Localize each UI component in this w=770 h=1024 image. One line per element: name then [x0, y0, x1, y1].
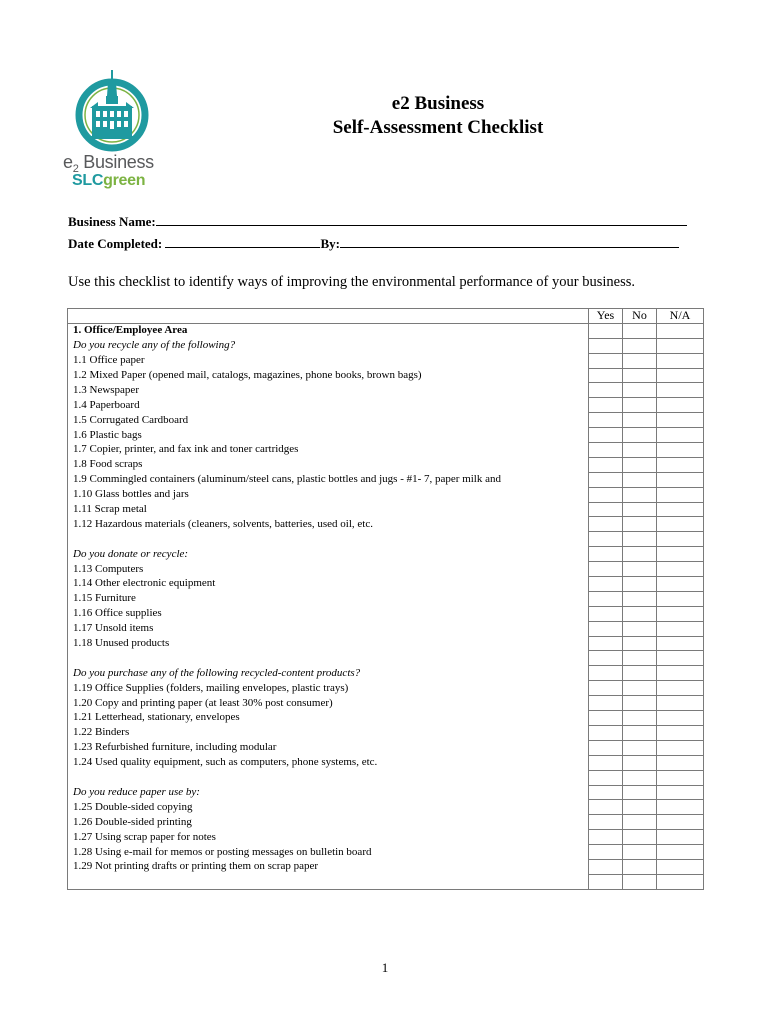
table-row — [68, 755, 704, 770]
answer-na-cell[interactable] — [657, 666, 704, 681]
document-title-line2: Self-Assessment Checklist — [332, 117, 544, 138]
row-description: 1.19 Office Supplies (folders, mailing envelopes, plastic trays) — [68, 681, 589, 696]
answer-no-cell[interactable] — [623, 591, 657, 606]
answer-yes-cell[interactable] — [589, 547, 623, 562]
table-row — [68, 413, 704, 428]
header-description-cell — [68, 309, 589, 324]
row-description: 1.5 Corrugated Cardboard — [68, 413, 589, 428]
answer-no-cell[interactable] — [623, 606, 657, 621]
answer-yes-cell[interactable] — [589, 725, 623, 740]
table-row — [68, 591, 704, 606]
answer-yes-cell[interactable] — [589, 398, 623, 413]
answer-yes-cell[interactable] — [589, 577, 623, 592]
answer-na-cell[interactable] — [657, 472, 704, 487]
answer-yes-cell[interactable] — [589, 770, 623, 785]
answer-na-cell[interactable] — [657, 562, 704, 577]
answer-na-cell[interactable] — [657, 353, 704, 368]
table-row — [68, 800, 704, 815]
table-row — [68, 562, 704, 577]
row-description: 1.16 Office supplies — [68, 606, 589, 621]
answer-no-cell[interactable] — [623, 502, 657, 517]
answer-yes-cell[interactable] — [589, 323, 623, 338]
row-description: 1.1 Office paper — [68, 353, 589, 368]
row-description: 1.26 Double-sided printing — [68, 815, 589, 830]
table-row — [68, 651, 704, 666]
answer-yes-cell[interactable] — [589, 606, 623, 621]
logo-brand-text: $e_2$ Business — [63, 152, 154, 175]
answer-na-cell[interactable] — [657, 532, 704, 547]
answer-no-cell[interactable] — [623, 815, 657, 830]
answer-na-cell[interactable] — [657, 651, 704, 666]
table-header-row — [68, 309, 704, 324]
by-blank[interactable] — [340, 235, 679, 248]
answer-yes-cell[interactable] — [589, 368, 623, 383]
answer-na-cell[interactable] — [657, 740, 704, 755]
row-description: 1.13 Computers — [68, 562, 589, 577]
document-title-line1: e2 Business — [391, 93, 485, 114]
answer-yes-cell[interactable] — [589, 428, 623, 443]
answer-na-cell[interactable] — [657, 785, 704, 800]
answer-yes-cell[interactable] — [589, 383, 623, 398]
answer-no-cell[interactable] — [623, 338, 657, 353]
table-row — [68, 428, 704, 443]
header-na: N/A — [657, 309, 704, 324]
answer-yes-cell[interactable] — [589, 591, 623, 606]
answer-na-cell[interactable] — [657, 487, 704, 502]
answer-yes-cell[interactable] — [589, 845, 623, 860]
table-row — [68, 353, 704, 368]
answer-yes-cell[interactable] — [589, 740, 623, 755]
answer-no-cell[interactable] — [623, 755, 657, 770]
answer-na-cell[interactable] — [657, 696, 704, 711]
answer-no-cell[interactable] — [623, 428, 657, 443]
answer-no-cell[interactable] — [623, 651, 657, 666]
answer-na-cell[interactable] — [657, 413, 704, 428]
table-row — [68, 770, 704, 785]
answer-na-cell[interactable] — [657, 874, 704, 889]
answer-no-cell[interactable] — [623, 457, 657, 472]
answer-yes-cell[interactable] — [589, 443, 623, 458]
row-description: 1.28 Using e-mail for memos or posting messages on bulletin board — [68, 845, 589, 860]
table-row — [68, 532, 704, 547]
answer-na-cell[interactable] — [657, 636, 704, 651]
checklist-table — [67, 308, 704, 890]
table-row — [68, 338, 704, 353]
table-row — [68, 368, 704, 383]
table-row — [68, 547, 704, 562]
row-description: 1.3 Newspaper — [68, 383, 589, 398]
answer-no-cell[interactable] — [623, 562, 657, 577]
row-description: 1.29 Not printing drafts or printing them on scrap paper — [68, 859, 589, 874]
answer-na-cell[interactable] — [657, 577, 704, 592]
answer-yes-cell[interactable] — [589, 517, 623, 532]
answer-no-cell[interactable] — [623, 636, 657, 651]
row-description: 1. Office/Employee Area — [68, 323, 589, 338]
table-row — [68, 636, 704, 651]
table-row — [68, 502, 704, 517]
row-description: 1.12 Hazardous materials (cleaners, solvents, batteries, used oil, etc. — [68, 517, 589, 532]
row-description — [68, 874, 589, 889]
answer-yes-cell[interactable] — [589, 681, 623, 696]
answer-no-cell[interactable] — [623, 845, 657, 860]
table-row — [68, 472, 704, 487]
table-row — [68, 696, 704, 711]
table-row — [68, 577, 704, 592]
row-description: 1.6 Plastic bags — [68, 428, 589, 443]
answer-no-cell[interactable] — [623, 770, 657, 785]
answer-na-cell[interactable] — [657, 815, 704, 830]
answer-na-cell[interactable] — [657, 547, 704, 562]
table-row — [68, 785, 704, 800]
answer-na-cell[interactable] — [657, 800, 704, 815]
answer-yes-cell[interactable] — [589, 487, 623, 502]
answer-na-cell[interactable] — [657, 830, 704, 845]
row-description: 1.25 Double-sided copying — [68, 800, 589, 815]
answer-na-cell[interactable] — [657, 770, 704, 785]
date-completed-label: Date Completed: — [68, 236, 163, 251]
row-description: Do you reduce paper use by: — [68, 785, 589, 800]
answer-yes-cell[interactable] — [589, 711, 623, 726]
table-row — [68, 606, 704, 621]
table-row — [68, 859, 704, 874]
answer-no-cell[interactable] — [623, 621, 657, 636]
answer-no-cell[interactable] — [623, 696, 657, 711]
page-number: 1 — [381, 960, 389, 975]
by-label: By: — [320, 236, 340, 251]
row-description: 1.8 Food scraps — [68, 457, 589, 472]
answer-no-cell[interactable] — [623, 383, 657, 398]
row-description: 1.4 Paperboard — [68, 398, 589, 413]
answer-na-cell[interactable] — [657, 725, 704, 740]
row-description: 1.23 Refurbished furniture, including modular — [68, 740, 589, 755]
row-description: 1.9 Commingled containers (aluminum/steel cans, plastic bottles and jugs - #1- 7, paper milk and — [68, 472, 589, 487]
answer-no-cell[interactable] — [623, 830, 657, 845]
answer-no-cell[interactable] — [623, 487, 657, 502]
row-description: 1.17 Unsold items — [68, 621, 589, 636]
answer-yes-cell[interactable] — [589, 472, 623, 487]
answer-no-cell[interactable] — [623, 711, 657, 726]
answer-yes-cell[interactable] — [589, 859, 623, 874]
answer-na-cell[interactable] — [657, 845, 704, 860]
answer-yes-cell[interactable] — [589, 800, 623, 815]
logo-slcgreen-text: SLCgreen — [72, 172, 146, 189]
table-row — [68, 383, 704, 398]
answer-yes-cell[interactable] — [589, 353, 623, 368]
answer-no-cell[interactable] — [623, 800, 657, 815]
answer-na-cell[interactable] — [657, 606, 704, 621]
answer-yes-cell[interactable] — [589, 874, 623, 889]
row-description: 1.20 Copy and printing paper (at least 30% post consumer) — [68, 696, 589, 711]
answer-yes-cell[interactable] — [589, 785, 623, 800]
table-row — [68, 681, 704, 696]
answer-no-cell[interactable] — [623, 517, 657, 532]
answer-no-cell[interactable] — [623, 413, 657, 428]
row-description: 1.24 Used quality equipment, such as computers, phone systems, etc. — [68, 755, 589, 770]
answer-na-cell[interactable] — [657, 457, 704, 472]
answer-na-cell[interactable] — [657, 398, 704, 413]
answer-no-cell[interactable] — [623, 666, 657, 681]
answer-yes-cell[interactable] — [589, 502, 623, 517]
row-description — [68, 532, 589, 547]
row-description: 1.2 Mixed Paper (opened mail, catalogs, magazines, phone books, brown bags) — [68, 368, 589, 383]
table-row — [68, 443, 704, 458]
business-name-field[interactable] — [68, 213, 687, 230]
answer-no-cell[interactable] — [623, 740, 657, 755]
answer-na-cell[interactable] — [657, 711, 704, 726]
answer-no-cell[interactable] — [623, 353, 657, 368]
answer-no-cell[interactable] — [623, 547, 657, 562]
answer-yes-cell[interactable] — [589, 457, 623, 472]
answer-yes-cell[interactable] — [589, 666, 623, 681]
table-row — [68, 725, 704, 740]
answer-no-cell[interactable] — [623, 443, 657, 458]
row-description — [68, 770, 589, 785]
answer-yes-cell[interactable] — [589, 338, 623, 353]
row-description: Do you donate or recycle: — [68, 547, 589, 562]
answer-yes-cell[interactable] — [589, 830, 623, 845]
answer-na-cell[interactable] — [657, 323, 704, 338]
answer-no-cell[interactable] — [623, 398, 657, 413]
row-description — [68, 651, 589, 666]
intro-text: Use this checklist to identify ways of improving the environmental performance of your business. — [68, 274, 635, 290]
row-description: 1.10 Glass bottles and jars — [68, 487, 589, 502]
answer-yes-cell[interactable] — [589, 532, 623, 547]
answer-na-cell[interactable] — [657, 502, 704, 517]
table-row — [68, 487, 704, 502]
answer-no-cell[interactable] — [623, 368, 657, 383]
answer-na-cell[interactable] — [657, 859, 704, 874]
answer-na-cell[interactable] — [657, 443, 704, 458]
row-description: 1.27 Using scrap paper for notes — [68, 830, 589, 845]
table-row — [68, 323, 704, 338]
answer-na-cell[interactable] — [657, 517, 704, 532]
table-row — [68, 711, 704, 726]
answer-yes-cell[interactable] — [589, 651, 623, 666]
answer-yes-cell[interactable] — [589, 621, 623, 636]
table-row — [68, 830, 704, 845]
table-row — [68, 621, 704, 636]
date-completed-blank[interactable] — [165, 235, 320, 248]
table-row — [68, 517, 704, 532]
business-name-blank[interactable] — [156, 213, 687, 226]
answer-na-cell[interactable] — [657, 755, 704, 770]
table-row — [68, 666, 704, 681]
answer-na-cell[interactable] — [657, 428, 704, 443]
row-description: 1.7 Copier, printer, and fax ink and toner cartridges — [68, 443, 589, 458]
answer-yes-cell[interactable] — [589, 815, 623, 830]
answer-na-cell[interactable] — [657, 681, 704, 696]
row-description: Do you recycle any of the following? — [68, 338, 589, 353]
answer-no-cell[interactable] — [623, 874, 657, 889]
table-row — [68, 457, 704, 472]
row-description: Do you purchase any of the following recycled-content products? — [68, 666, 589, 681]
answer-na-cell[interactable] — [657, 338, 704, 353]
answer-no-cell[interactable] — [623, 859, 657, 874]
date-by-field[interactable] — [68, 235, 679, 252]
answer-no-cell[interactable] — [623, 681, 657, 696]
answer-no-cell[interactable] — [623, 323, 657, 338]
row-description: 1.11 Scrap metal — [68, 502, 589, 517]
answer-na-cell[interactable] — [657, 591, 704, 606]
table-row — [68, 845, 704, 860]
header-no: No — [623, 309, 657, 324]
table-row — [68, 874, 704, 889]
business-name-label: Business Name: — [68, 214, 156, 229]
table-row — [68, 398, 704, 413]
row-description: 1.14 Other electronic equipment — [68, 577, 589, 592]
table-row — [68, 740, 704, 755]
answer-yes-cell[interactable] — [589, 636, 623, 651]
answer-no-cell[interactable] — [623, 785, 657, 800]
answer-no-cell[interactable] — [623, 577, 657, 592]
row-description: 1.22 Binders — [68, 725, 589, 740]
answer-yes-cell[interactable] — [589, 755, 623, 770]
row-description: 1.18 Unused products — [68, 636, 589, 651]
answer-no-cell[interactable] — [623, 725, 657, 740]
answer-yes-cell[interactable] — [589, 413, 623, 428]
answer-yes-cell[interactable] — [589, 696, 623, 711]
answer-no-cell[interactable] — [623, 472, 657, 487]
row-description: 1.21 Letterhead, stationary, envelopes — [68, 711, 589, 726]
answer-na-cell[interactable] — [657, 368, 704, 383]
answer-no-cell[interactable] — [623, 532, 657, 547]
header-yes: Yes — [589, 309, 623, 324]
answer-na-cell[interactable] — [657, 621, 704, 636]
table-row — [68, 815, 704, 830]
answer-yes-cell[interactable] — [589, 562, 623, 577]
row-description: 1.15 Furniture — [68, 591, 589, 606]
answer-na-cell[interactable] — [657, 383, 704, 398]
